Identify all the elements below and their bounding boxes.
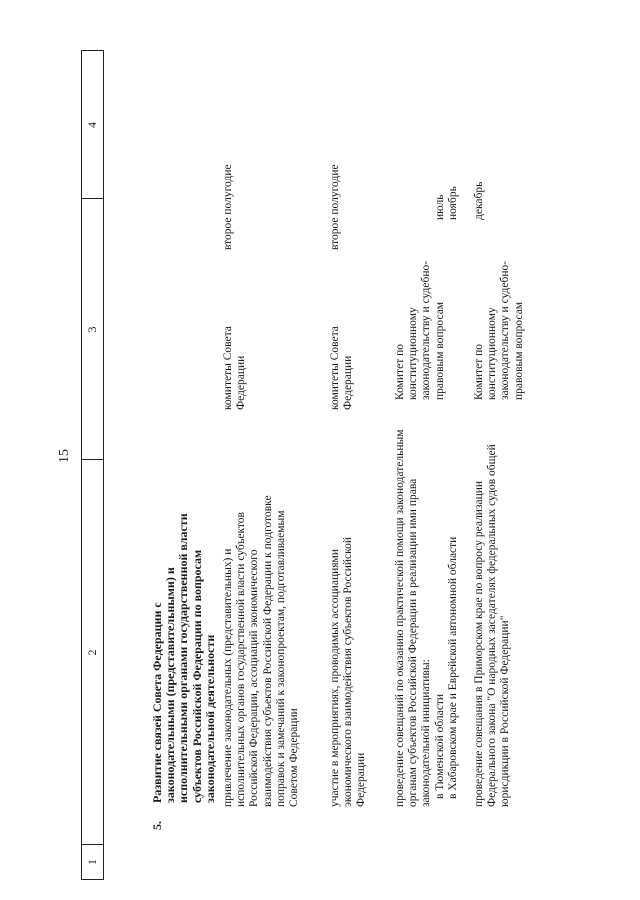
row-term: декабрь bbox=[473, 181, 485, 220]
header-col-2: 2 bbox=[85, 649, 99, 656]
section-number: 5. bbox=[150, 821, 164, 830]
row-term: второе полугодие bbox=[329, 164, 341, 250]
row-responsible: Комитет по конституционному законодательству и судебно-правовым вопросам bbox=[394, 260, 446, 400]
page-number: 15 bbox=[57, 449, 72, 463]
section-title: Развитие связей Совета Федерации с законодательными (представительными) и исполнительными органами государственной власти субъектов Российской Федерации по вопросам законодательной деятельности bbox=[150, 513, 217, 803]
header-col-1: 1 bbox=[85, 859, 99, 865]
row-term: ноябрь bbox=[447, 186, 459, 220]
row-subitem: в Хабаровском крае и Еврейской автономной области bbox=[447, 536, 459, 799]
row-responsible: комитеты Совета Федерации bbox=[329, 326, 355, 410]
row-description: проведение совещания в Приморском крае по вопросу реализации Федерального закона "О народных заседателях федеральных судов общей юрисдикции в Российской Федерации" bbox=[473, 444, 512, 807]
table-header-row bbox=[81, 50, 104, 880]
row-responsible: комитеты Совета Федерации bbox=[222, 326, 248, 410]
header-col-3: 3 bbox=[85, 326, 99, 333]
row-description: участие в мероприятиях, проводимых ассоциациями экономического взаимодействия субъектов Российской Федерации bbox=[329, 536, 368, 807]
row-term: июль bbox=[434, 194, 446, 220]
header-col-4: 4 bbox=[85, 122, 99, 128]
row-subitem: в Тюменской области bbox=[434, 693, 446, 799]
row-term: второе полугодие bbox=[222, 164, 234, 250]
row-description: привлечение законодательных (представительных) и исполнительных органов государственной власти субъектов Российской Федерации, ассоциаций экономического взаимодействия субъектов Российской Федерации к подготовке поправок и замечаний к законопроектам, подготавливаемым Советом Федерации bbox=[222, 495, 301, 807]
row-responsible: Комитет по конституционному законодательству и судебно-правовым вопросам bbox=[473, 260, 525, 400]
plan-table bbox=[81, 50, 523, 880]
row-description: проведение совещаний по оказанию практической помощи законодательным органам субъектов Российской Федерации в реализации ими права законодательной инициативы: bbox=[394, 429, 433, 807]
